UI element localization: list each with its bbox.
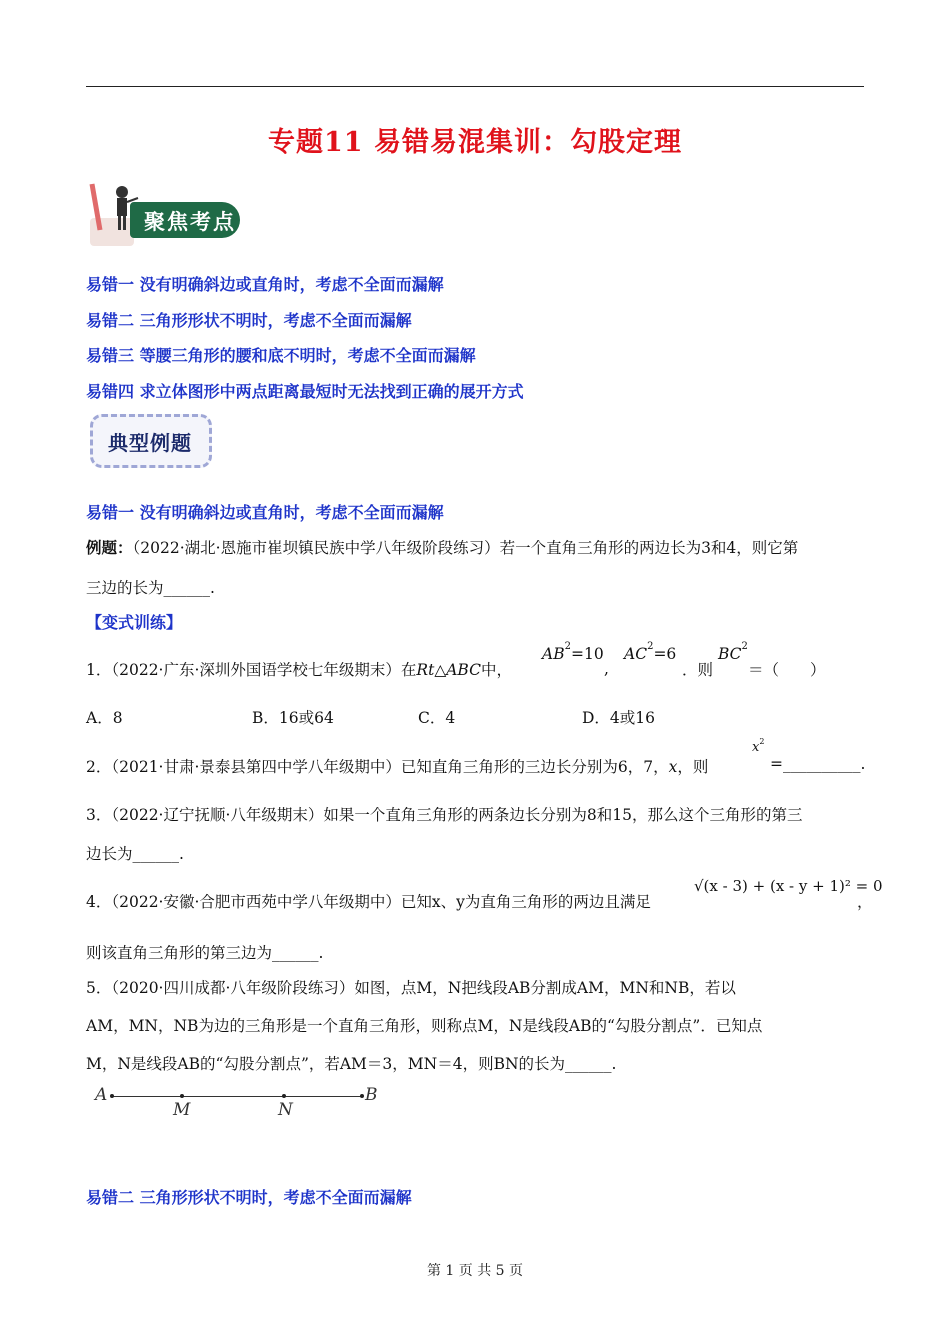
q1-text: 1．（2022·广东·深圳外国语学校七年级期末）在 [86,661,417,679]
q1-ab: AB [542,645,565,663]
q1-ac-sq: 2 [647,641,654,652]
example-line-2: 三边的长为______. [86,579,215,597]
q2-sq: 2 [759,737,765,746]
q1-ac-val: =6 [653,645,677,663]
q2-then: ，则 [677,758,709,776]
q2-x-squared [752,737,765,755]
question-1 [86,658,512,680]
q1-then: ．则 [682,661,714,679]
q1-choice-d: D．4或16 [582,709,656,727]
q2-x: x [752,740,760,755]
q1-eq-ab [542,641,604,663]
q1-eq-ac [624,641,677,663]
q1-ac: AC [624,645,648,663]
variant-label: 【变式训练】 [86,613,183,632]
question-5-line-1: 5．（2020·四川成都·八年级阶段练习）如图，点M，N把线段AB分割成AM，MN和NB，若以 [86,979,736,997]
label-b: B [365,1085,378,1105]
focus-item-1: 易错一 没有明确斜边或直角时，考虑不全面而漏解 [86,275,444,294]
label-n: N [278,1100,293,1120]
example-text-1: （2022·湖北·恩施市崔坝镇民族中学八年级阶段练习）若一个直角三角形的两边长为3和4，则它第 [132,539,799,557]
q1-bc-sq: 2 [741,641,748,652]
question-3-line-2: 边长为______. [86,845,184,863]
focus-item-2: 易错二 三角形形状不明时，考虑不全面而漏解 [86,311,412,330]
q1-tail: ＝（ ） [748,661,826,679]
q2-text: 2．（2021·甘肃·景泰县第四中学八年级期中）已知直角三角形的三边长分别为6，7， [86,758,669,776]
focus-badge-label: 聚焦考点 [144,209,236,234]
point-n-dot [282,1094,286,1098]
header-rule [86,86,864,87]
example-label: 例题： [86,538,133,557]
examples-badge [88,412,218,472]
focus-badge [86,180,246,250]
page-title: 专题11 易错易混集训：勾股定理 [268,127,682,158]
label-m: M [173,1100,191,1120]
q1-eq-bc [718,641,748,663]
q1-mid: 中， [480,661,512,679]
section1-heading: 易错一 没有明确斜边或直角时，考虑不全面而漏解 [86,503,444,522]
q4-comma: ， [857,893,873,911]
example-line-1 [86,536,798,558]
question-4-line-2: 则该直角三角形的第三边为______. [86,944,324,962]
examples-badge-label: 典型例题 [108,431,192,455]
focus-item-3: 易错三 等腰三角形的腰和底不明时，考虑不全面而漏解 [86,346,476,365]
q2-tail: =__________. [770,755,866,773]
q1-choice-c: C．4 [418,709,456,727]
q1-bc: BC [718,645,742,663]
section2-heading: 易错二 三角形形状不明时，考虑不全面而漏解 [86,1188,412,1207]
question-4-line-1: 4．（2022·安徽·合肥市西苑中学八年级期中）已知x、y为直角三角形的两边且满足 [86,893,651,911]
page-footer: 第 1 页 共 5 页 [426,1263,524,1279]
q1-choice-a: A．8 [86,709,123,727]
q1-ab-val: =10 [570,645,604,663]
label-a: A [95,1085,108,1105]
q1-triangle: Rt△ABC [416,661,481,679]
focus-item-4: 易错四 求立体图形中两点距离最短时无法找到正确的展开方式 [86,382,524,401]
q1-comma: , [604,660,609,678]
segment-ab [112,1096,362,1097]
point-b-dot [360,1094,364,1098]
q4-formula: √(x - 3) + (x - y + 1)² = 0 [694,877,883,895]
question-2 [86,755,708,777]
q1-choice-b: B．16或64 [252,709,334,727]
q1-ab-sq: 2 [564,641,571,652]
question-5-line-2: AM，MN，NB为边的三角形是一个直角三角形，则称点M，N是线段AB的“勾股分割点”．已知点 [86,1017,763,1035]
question-5-line-3: M，N是线段AB的“勾股分割点”，若AM＝3，MN＝4，则BN的长为______. [86,1055,617,1073]
question-3-line-1: 3．（2022·辽宁抚顺·八年级期末）如果一个直角三角形的两条边长分别为8和15，那么这个三角形的第三 [86,806,803,824]
point-m-dot [180,1094,184,1098]
q2-var: x [668,758,678,776]
point-a-dot [110,1094,114,1098]
